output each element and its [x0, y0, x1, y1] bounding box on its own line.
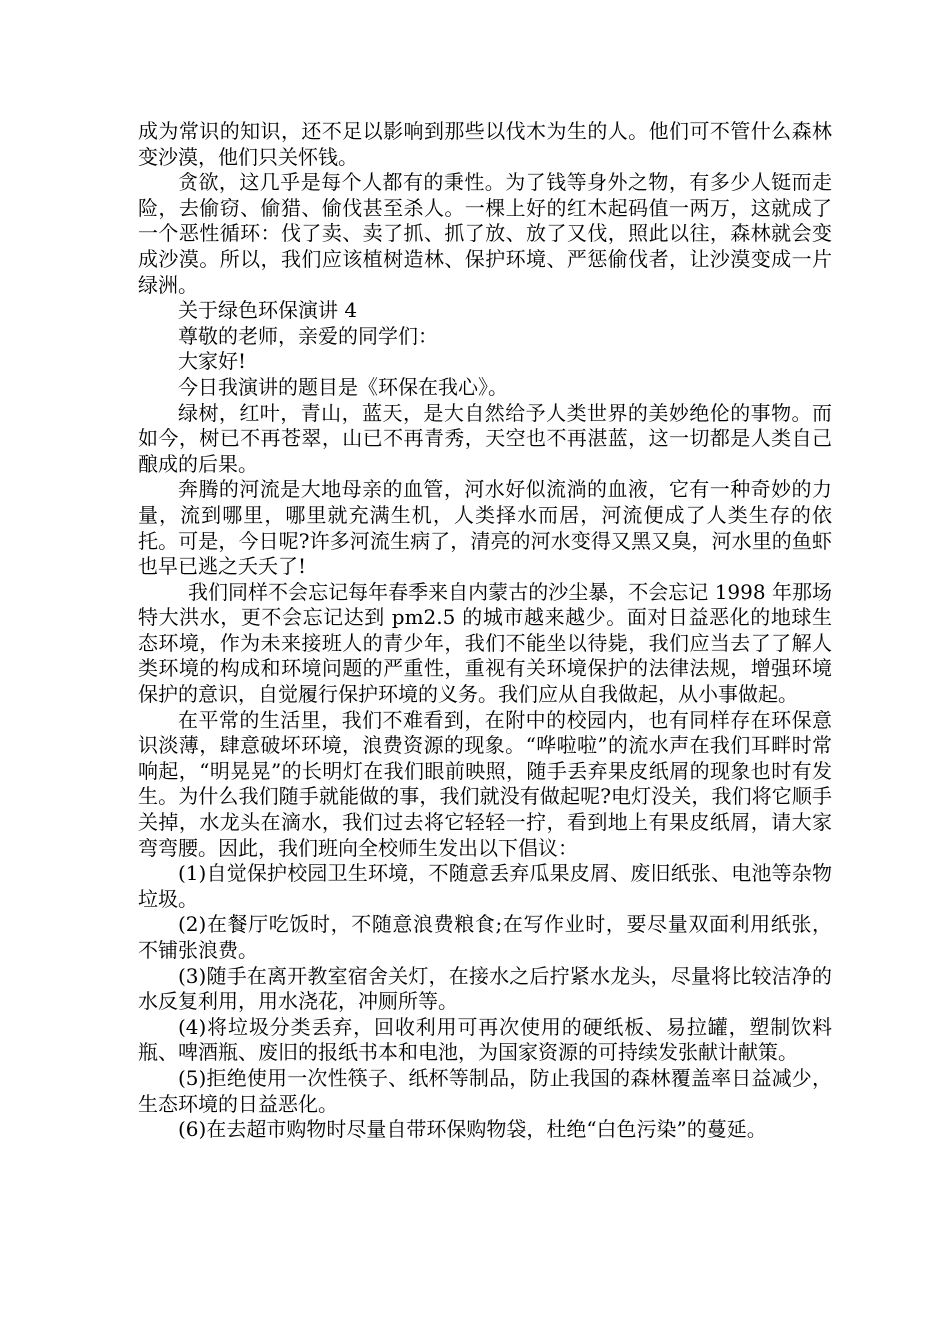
paragraph-disasters: 我们同样不会忘记每年春季来自内蒙古的沙尘暴，不会忘记 1998 年那场特大洪水，更不会忘记达到 pm2.5 的城市越来越少。面对日益恶化的地球生态环境，作为未来接班人的青少年，我们不能坐以待毙，我们应当去了了解人类环境的构成和环境问题的严重性，重视有关环境保护的法律法规，增强环境保护的意识，自觉履行保护环境的义务。我们应从自我做起，从小事做起。 [138, 579, 832, 707]
speech-topic: 今日我演讲的题目是《环保在我心》。 [178, 374, 508, 399]
section-heading: 关于绿色环保演讲 4 [178, 298, 358, 323]
proposal-item-6: (6)在去超市购物时尽量自带环保购物袋，杜绝“白色污染”的蔓延。 [178, 1117, 767, 1142]
proposal-item-2: (2)在餐厅吃饭时，不随意浪费粮食;在写作业时，要尽量双面利用纸张，不铺张浪费。 [138, 912, 832, 962]
proposal-item-5: (5)拒绝使用一次性筷子、纸杯等制品，防止我国的森林覆盖率日益减少，生态环境的日益恶化。 [138, 1065, 832, 1116]
paragraph-continuation: 成为常识的知识，还不足以影响到那些以伐木为生的人。他们可不管什么森林变沙漠，他们只关怀钱。 [138, 119, 832, 169]
proposal-item-3: (3)随手在离开教室宿舍关灯，在接水之后拧紧水龙头，尽量将比较洁净的水反复利用，用水浇花，冲厕所等。 [138, 963, 832, 1014]
proposal-item-1: (1)自觉保护校园卫生环境，不随意丢弃瓜果皮屑、废旧纸张、电池等杂物垃圾。 [138, 861, 832, 911]
paragraph-greed: 贪欲，这几乎是每个人都有的秉性。为了钱等身外之物，有多少人铤而走险，去偷窃、偷猎、偷伐甚至杀人。一棵上好的红木起码值一两万，这就成了一个恶性循环：伐了卖、卖了抓、抓了放、放了又伐，照此以往，森林就会变成沙漠。所以，我们应该植树造林、保护环境、严惩偷伐者，让沙漠变成一片绿洲。 [138, 170, 832, 297]
paragraph-nature: 绿树，红叶，青山，蓝天，是大自然给予人类世界的美妙绝伦的事物。而如今，树已不再苍翠，山已不再青秀，天空也不再湛蓝，这一切都是人类自己酿成的后果。 [138, 400, 832, 476]
proposal-item-4: (4)将垃圾分类丢弃，回收利用可再次使用的硬纸板、易拉罐，塑制饮料瓶、啤酒瓶、废旧的报纸书本和电池，为国家资源的可持续发张献计献策。 [138, 1014, 832, 1065]
greeting: 大家好! [178, 349, 247, 374]
paragraph-campus: 在平常的生活里，我们不难看到，在附中的校园内，也有同样存在环保意识淡薄，肆意破坏环境，浪费资源的现象。“哗啦啦”的流水声在我们耳畔时常响起，“明晃晃”的长明灯在我们眼前映照，随手丢弃果皮纸屑的现象也时有发生。为什么我们随手就能做的事，我们就没有做起呢?电灯没关，我们将它顺手关掉，水龙头在滴水，我们过去将它轻轻一拧，看到地上有果皮纸屑，请大家弯弯腰。因此，我们班向全校师生发出以下倡议： [138, 707, 832, 860]
document-body [138, 119, 832, 1143]
paragraph-rivers: 奔腾的河流是大地母亲的血管，河水好似流淌的血液，它有一种奇妙的力量，流到哪里，哪里就充满生机，人类择水而居，河流便成了人类生存的依托。可是，今日呢?许多河流生病了，清亮的河水变得又黑又臭，河水里的鱼虾也早已逃之夭夭了! [138, 477, 832, 579]
salutation: 尊敬的老师，亲爱的同学们： [178, 323, 438, 348]
